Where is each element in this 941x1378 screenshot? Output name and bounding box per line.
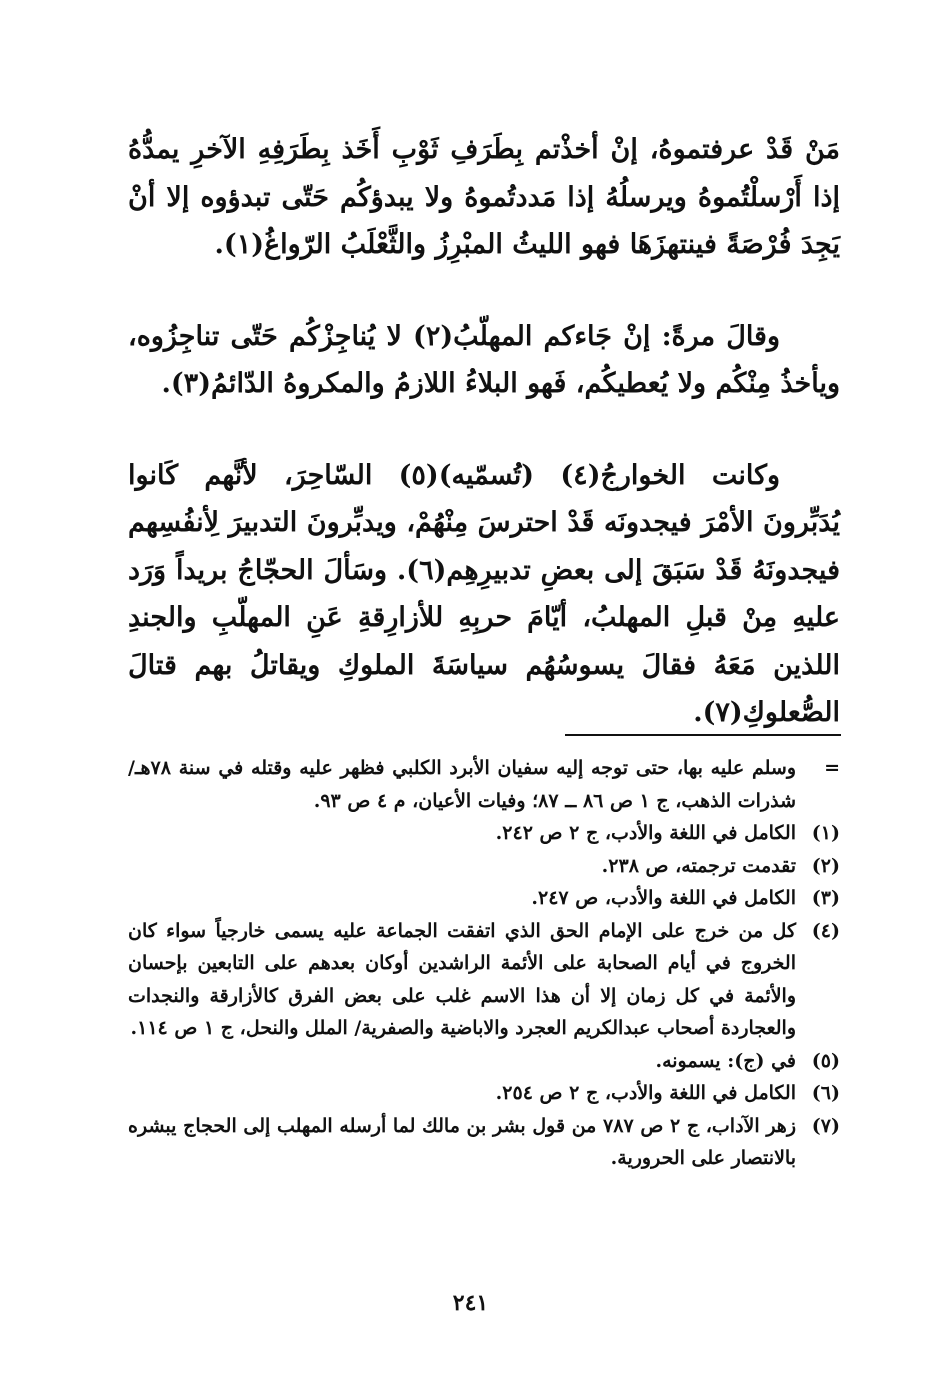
paragraph-1: مَنْ قَدْ عرفتموهُ، إنْ أخذْتم بِطَرَفِ ثَوْبِ أَخَذ بِطَرَفِهِ الآخرِ يمدُّهُ إذا أَرْسلْتُموهُ ويرسلُهُ إذا مَددتُموهُ ولا يبدؤكُم حَتّى تبدؤوه إلا أنْ يَجِدَ فُرْصَةً فينتهزَهَا فهو الليثُ المبْرِزُ والثَّعْلَبُ الرّواغُ(١). [128, 134, 840, 260]
footnote-6 [128, 1077, 840, 1110]
footnote-marker: (١) [811, 822, 840, 844]
footnote-text: زهر الآداب، ج ٢ ص ٧٨٧ من قول بشر بن مالك لما أرسله المهلب إلى الحجاج يبشره بالانتصار على الحرورية. [128, 1114, 796, 1169]
footnote-separator [565, 734, 841, 736]
footnote-marker: = [824, 757, 840, 779]
footnote-text: تقدمت ترجمته، ص ٢٣٨. [601, 854, 796, 877]
main-text [128, 126, 840, 781]
footnote-marker: (٣) [811, 887, 840, 909]
footnote-7 [128, 1110, 840, 1175]
footnote-text: الكامل في اللغة والأدب، ص ٢٤٧. [531, 887, 796, 909]
footnote-text: في (ج): يسمونه. [655, 1049, 796, 1072]
footnote-5 [128, 1045, 840, 1078]
footnote-continuation [128, 752, 840, 817]
footnote-text: كل من خرج على الإمام الحق الذي اتفقت الجماعة عليه يسمى خارجياً سواء كان الخروج في أيام الصحابة على الأئمة الراشدين أوكان بعدهم على التابعين بإحسان والأئمة في كل زمان إلا أن هذا الاسم غلب على بعض الفرق كالأزارقة والنجدات والعجاردة أصحاب عبدالكريم العجرد والاباضية والصفرية/ الملل والنحل، ج ١ ص ١١٤. [128, 919, 796, 1039]
footnote-marker: (٥) [811, 1049, 840, 1072]
footnote-text: الكامل في اللغة والأدب، ج ٢ ص ٢٤٢. [495, 822, 796, 844]
footnote-marker: (٢) [811, 854, 840, 877]
footnote-1 [128, 817, 840, 850]
footnote-2 [128, 850, 840, 883]
paragraph-2: وقالَ مرةً: إنْ جَاءكم المهلّبُ(٢) لا يُناجِزْكُم حَتّى تناجِزُوه، ويأخذُ مِنْكُم ولا يُعطيكُم، فَهو البلاءُ اللازمُ والمكروهُ الدّائمُ(٣). [128, 320, 840, 399]
footnotes [128, 752, 840, 1175]
footnote-4 [128, 915, 840, 1045]
footnote-marker: (٧) [811, 1114, 840, 1137]
paragraph-3: وكانت الخوارجُ(٤) (تُسمّيه)(٥) السّاحِرَ، لأنَّهم كَانوا يُدَبِّرونَ الأمْرَ فيجدونَه قَدْ احترسَ مِنْهُمْ، ويدبِّرونَ التدبيرَ لِأنفُسِهم فيجدونَهُ قَدْ سَبَقَ إلى بعضِ تدبيرِهِم(٦). وسَألَ الحجّاجُ بريداً وَرَد عليهِ مِنْ قبلِ المهلبُ، أيّامَ حربِهِ للأزارِقةِ عَنِ المهلّبِ والجندِ اللذين مَعَهُ فقالَ يسوسُهُم سياسَةَ الملوكِ ويقاتلُ بهم قتالَ الصُّعلوكِ(٧). [128, 459, 840, 728]
footnote-marker: (٤) [811, 919, 840, 942]
footnote-text: وسلم عليه بها، حتى توجه إليه سفيان الأبرد الكلبي فظهر عليه وقتله في سنة ٧٨هـ/ شذرات الذهب، ج ١ ص ٨٦ ــ ٨٧؛ وفيات الأعيان، م ٤ ص ٩٣. [128, 757, 796, 812]
footnote-3 [128, 882, 840, 915]
footnote-text: الكامل في اللغة والأدب، ج ٢ ص ٢٥٤. [495, 1082, 796, 1104]
page-number: ٢٤١ [452, 1290, 489, 1316]
footnote-marker: (٦) [811, 1082, 840, 1104]
